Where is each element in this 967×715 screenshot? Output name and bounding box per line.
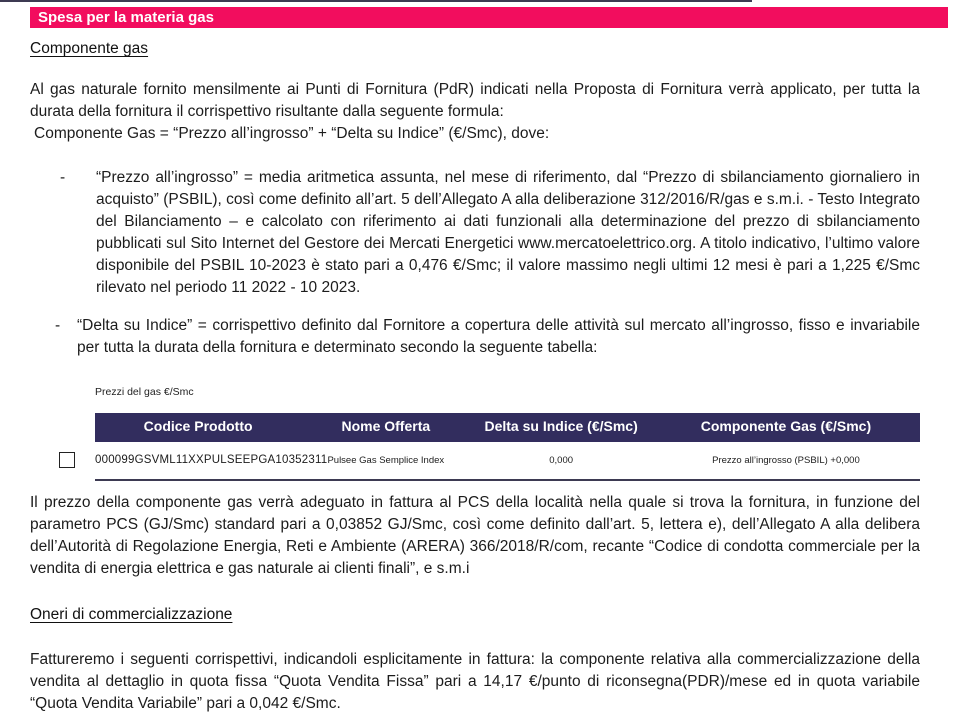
cell-componente-gas: Prezzo all’ingrosso (PSBIL) +0,000: [712, 454, 860, 466]
table-row: [95, 442, 920, 481]
bullet-delta-su-indice: [55, 315, 920, 359]
table-caption: Prezzi del gas €/Smc: [95, 386, 194, 398]
oneri-heading: Oneri di commercializzazione: [30, 605, 233, 623]
table-header-row: [95, 413, 920, 442]
cell-delta-su-indice: 0,000: [549, 454, 574, 466]
bullet-prezzo-ingrosso: [60, 167, 920, 299]
bullet-delta-su-indice-text: “Delta su Indice” = corrispettivo definito dal Fornitore a copertura delle attività sul mercato all’ingrosso, fisso e invariabile per tutta la durata della fornitura e determinato secondo la seguente tabella:: [77, 317, 920, 356]
top-divider: [0, 0, 752, 2]
gas-price-table-zone: [95, 385, 920, 481]
column-header-codice-prodotto: Codice Prodotto: [143, 418, 253, 435]
column-header-nome-offerta: Nome Offerta: [341, 418, 431, 435]
bullet-marker: -: [55, 317, 61, 334]
formula-line: Componente Gas = “Prezzo all’ingrosso” + “Delta su Indice” (€/Smc), dove:: [34, 125, 550, 142]
componente-gas-heading: Componente gas: [30, 40, 149, 57]
bullet-prezzo-ingrosso-text: “Prezzo all’ingrosso” = media aritmetica assunta, nel mese di riferimento, dal “Prezzo di sbilanciamento giornaliero in acquisto” (PSBIL), così come definito all’art. 5 dell’Allegato A alla deliberazione 312/2016/R/gas e s.m.i. - Testo Integrato del Bilanciamento – e calcolato con riferimento ai dati funzionali alla determinazione del prezzo di sbilanciamento pubblicati sul Sito Internet del Gestore dei Mercati Energetici www.mercatoelettrico.org. A titolo indicativo, l’ultimo valore disponibile del PSBIL 10-2023 è stato pari a 0,476 €/Smc; il valore massimo negli ultimi 12 mesi è pari a 1,225 €/Smc rilevato nel periodo 11 2022 - 10 2023.: [96, 169, 920, 296]
gas-price-table: [95, 413, 920, 481]
bullet-marker: -: [60, 169, 66, 186]
cell-codice-prodotto: 000099GSVML11XXPULSEEPGA10352311: [95, 454, 328, 467]
column-header-componente-gas: Componente Gas (€/Smc): [700, 418, 872, 435]
section-title: Spesa per la materia gas: [38, 9, 214, 26]
cell-nome-offerta: Pulsee Gas Semplice Index: [327, 454, 445, 466]
intro-paragraph: Al gas naturale fornito mensilmente ai Punti di Fornitura (PdR) indicati nella Proposta di Fornitura verrà applicato, per tutta la durata della fornitura il corrispettivo risultante dalla seguente formula:: [30, 81, 920, 120]
oneri-paragraph: Fattureremo i seguenti corrispettivi, indicandoli esplicitamente in fattura: la componente relativa alla commercializzazione della vendita al dettaglio in quota fissa “Quota Vendita Fissa” pari a 14,17 €/punto di riconsegna(PDR)/mese ed in quota variabile “Quota Vendita Variabile” pari a 0,042 €/Smc.: [30, 650, 920, 712]
section-title-bar: [30, 7, 948, 28]
column-header-delta-su-indice: Delta su Indice (€/Smc): [484, 418, 638, 435]
pcs-paragraph: Il prezzo della componente gas verrà adeguato in fattura al PCS della località nella quale si trova la fornitura, in funzione del parametro PCS (GJ/Smc) standard pari a 0,03852 GJ/Smc, così come definito dall’art. 5, lettera e), dell’Allegato A alla delibera dell’Autorità di Regolazione Energia, Reti e Ambiente (ARERA) 366/2018/R/com, recante “Codice di condotta commerciale per la vendita di energia elettrica e gas naturale ai clienti finali”, e s.m.i: [30, 493, 920, 577]
offer-select-checkbox[interactable]: [59, 452, 75, 468]
